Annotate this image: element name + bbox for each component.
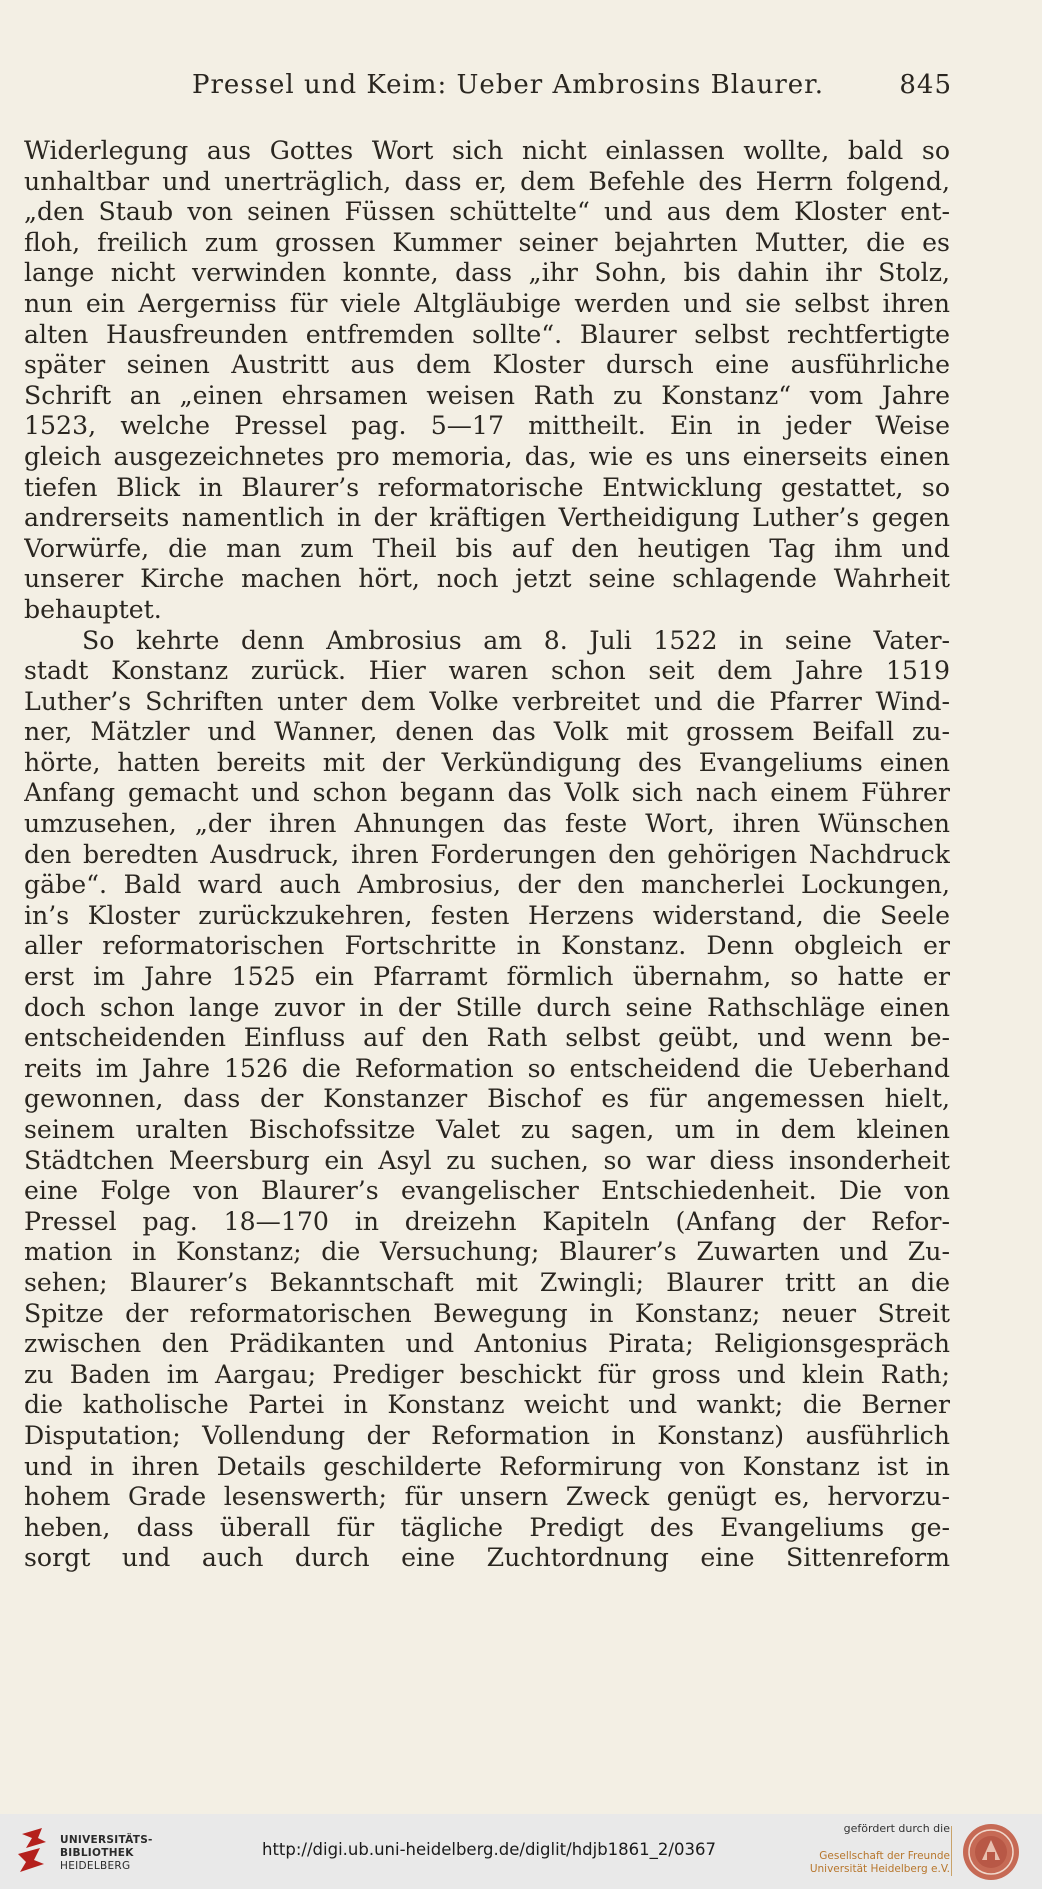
text-line: zu Baden im Aargau; Prediger beschickt für gross und klein Rath;	[24, 1359, 950, 1389]
text-line: behauptet.	[24, 594, 162, 624]
text-line: unhaltbar und unerträglich, dass er, dem Befehle des Herrn folgend,	[24, 166, 950, 196]
text-line: reits im Jahre 1526 die Reformation so entscheidend die Ueberhand	[24, 1053, 950, 1083]
text-line: später seinen Austritt aus dem Kloster dursch eine ausführliche	[24, 350, 950, 380]
text-line: Städtchen Meersburg ein Asyl zu suchen, so war diess insonderheit	[24, 1145, 950, 1175]
text-line: zwischen den Prädikanten und Antonius Pirata; Religionsgespräch	[24, 1329, 950, 1359]
text-line: entscheidenden Einfluss auf den Rath selbst geübt, und wenn be-	[24, 1023, 950, 1053]
text-line: So kehrte denn Ambrosius am 8. Juli 1522 in seine Vater-	[82, 625, 950, 655]
page-header	[24, 70, 952, 106]
library-name: UNIVERSITÄTS- BIBLIOTHEK HEIDELBERG	[60, 1834, 153, 1872]
text-line: stadt Konstanz zurück. Hier waren schon seit dem Jahre 1519	[24, 656, 950, 686]
sponsor-block	[790, 1822, 950, 1882]
text-line: alten Hausfreunden entfremden sollte“. Blaurer selbst rechtfertigte	[24, 319, 950, 349]
text-line: lange nicht verwinden konnte, dass „ihr Sohn, bis dahin ihr Stolz,	[24, 258, 950, 288]
sponsor-divider	[951, 1826, 952, 1876]
text-line: Spitze der reformatorischen Bewegung in Konstanz; neuer Streit	[24, 1298, 950, 1328]
text-line: die katholische Partei in Konstanz weicht und wankt; die Berner	[24, 1390, 950, 1420]
text-line: und in ihren Details geschilderte Reformirung von Konstanz ist in	[24, 1451, 950, 1481]
text-line: unserer Kirche machen hört, noch jetzt seine schlagende Wahrheit	[24, 564, 950, 594]
text-line: andrerseits namentlich in der kräftigen Vertheidigung Luther’s gegen	[24, 503, 950, 533]
library-logo-icon	[12, 1826, 56, 1878]
body-text	[24, 136, 950, 1605]
sponsor-label: gefördert durch die	[843, 1822, 950, 1835]
text-line: Anfang gemacht und schon begann das Volk sich nach einem Führer	[24, 778, 950, 808]
text-line: Luther’s Schriften unter dem Volke verbreitet und die Pfarrer Wind-	[24, 686, 950, 716]
text-line: umzusehen, „der ihren Ahnungen das feste Wort, ihren Wünschen	[24, 809, 950, 839]
text-line: 1523, welche Pressel pag. 5—17 mittheilt. Ein in jeder Weise	[24, 411, 950, 441]
text-line: Vorwürfe, die man zum Theil bis auf den heutigen Tag ihm und	[24, 533, 950, 563]
text-line: gäbe“. Bald ward auch Ambrosius, der den mancherlei Lockungen,	[24, 870, 950, 900]
text-line: tiefen Blick in Blaurer’s reformatorische Entwicklung gestattet, so	[24, 472, 950, 502]
footer-bar	[0, 1814, 1042, 1889]
text-line: Pressel pag. 18—170 in dreizehn Kapiteln (Anfang der Refor-	[24, 1206, 950, 1236]
page-number: 845	[899, 70, 952, 100]
text-line: hohem Grade lesenswerth; für unsern Zweck genügt es, hervorzu-	[24, 1482, 950, 1512]
text-line: floh, freilich zum grossen Kummer seiner bejahrten Mutter, die es	[24, 227, 950, 257]
text-line: nun ein Aergerniss für viele Altgläubige werden und sie selbst ihren	[24, 288, 950, 318]
text-line: gewonnen, dass der Konstanzer Bischof es für angemessen hielt,	[24, 1084, 950, 1114]
text-line: in’s Kloster zurückzukehren, festen Herzens widerstand, die Seele	[24, 900, 950, 930]
text-line: „den Staub von seinen Füssen schüttelte“ und aus dem Kloster ent-	[24, 197, 950, 227]
text-line: seinem uralten Bischofssitze Valet zu sagen, um in dem kleinen	[24, 1115, 950, 1144]
text-line: erst im Jahre 1525 ein Pfarramt förmlich übernahm, so hatte er	[24, 962, 950, 992]
text-line: ner, Mätzler und Wanner, denen das Volk mit grossem Beifall zu-	[24, 717, 950, 747]
running-title: Pressel und Keim: Ueber Ambrosins Blaurer.	[192, 70, 824, 100]
text-line: Schrift an „einen ehrsamen weisen Rath zu Konstanz“ vom Jahre	[24, 380, 950, 410]
permalink-url[interactable]: http://digi.ub.uni-heidelberg.de/diglit/hdjb1861_2/0367	[262, 1840, 716, 1859]
text-line: heben, dass überall für tägliche Predigt des Evangeliums ge-	[24, 1512, 950, 1542]
text-line: eine Folge von Blaurer’s evangelischer Entschiedenheit. Die von	[24, 1176, 950, 1206]
text-line: mation in Konstanz; die Versuchung; Blaurer’s Zuwarten und Zu-	[24, 1237, 950, 1267]
text-line: den beredten Ausdruck, ihren Forderungen den gehörigen Nachdruck	[24, 839, 950, 869]
text-line: aller reformatorischen Fortschritte in Konstanz. Denn obgleich er	[24, 931, 950, 961]
university-seal-icon	[958, 1822, 1024, 1882]
text-line: gleich ausgezeichnetes pro memoria, das, wie es uns einerseits einen	[24, 441, 950, 471]
text-line: sehen; Blaurer’s Bekanntschaft mit Zwingli; Blaurer tritt an die	[24, 1267, 950, 1297]
text-line	[24, 1574, 950, 1605]
text-line: hörte, hatten bereits mit der Verkündigung des Evangeliums einen	[24, 747, 950, 777]
text-line: doch schon lange zuvor in der Stille durch seine Rathschläge einen	[24, 992, 950, 1022]
text-line: sorgt und auch durch eine Zuchtordnung eine Sittenreform	[24, 1543, 950, 1573]
text-line: Disputation; Vollendung der Reformation in Konstanz) ausführlich	[24, 1420, 950, 1450]
text-line: Widerlegung aus Gottes Wort sich nicht einlassen wollte, bald so	[24, 136, 950, 165]
sponsor-org: Gesellschaft der Freunde Universität Heidelberg e.V.	[809, 1850, 950, 1875]
